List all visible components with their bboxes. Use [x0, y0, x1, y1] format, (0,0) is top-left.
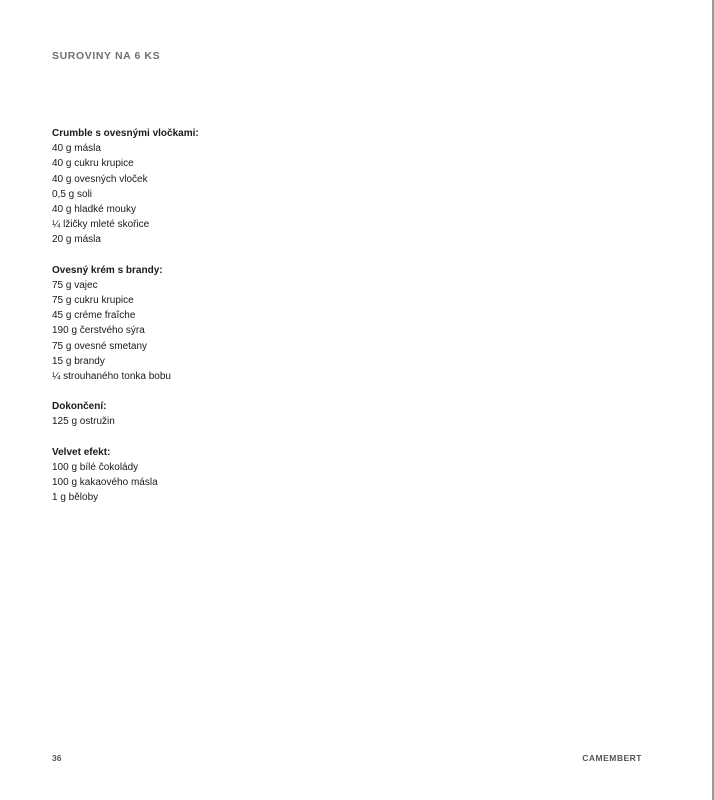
section-title: Dokončení:: [52, 401, 107, 413]
ingredient-item: 40 g cukru krupice: [52, 158, 134, 170]
section-crumble: [52, 126, 452, 248]
section-title: Ovesný krém s brandy:: [52, 264, 163, 276]
ingredient-item: 100 g kakaového másla: [52, 477, 158, 489]
ingredient-item: 190 g čerstvého sýra: [52, 325, 145, 337]
ingredient-item: 40 g másla: [52, 143, 101, 155]
section-finishing: [52, 399, 452, 429]
ingredient-item: 75 g vajec: [52, 279, 98, 291]
section-oat-cream: [52, 263, 452, 385]
ingredient-item: ¼ lžičky mleté skořice: [52, 219, 150, 231]
ingredient-item: 75 g ovesné smetany: [52, 340, 148, 352]
ingredient-item: 125 g ostružin: [52, 416, 115, 428]
ingredient-item: 75 g cukru krupice: [52, 295, 134, 307]
ingredient-item: 20 g másla: [52, 234, 101, 246]
ingredient-item: 45 g créme fraîche: [52, 310, 136, 322]
ingredients-list: [52, 126, 452, 520]
section-title: Velvet efekt:: [52, 446, 111, 458]
page-number: 36: [52, 753, 62, 763]
section-velvet-effect: [52, 445, 452, 506]
ingredient-item: 100 g bílé čokolády: [52, 461, 139, 473]
ingredients-heading: SUROVINY NA 6 KS: [52, 50, 161, 62]
ingredient-item: 0,5 g soli: [52, 188, 93, 200]
running-footer-title: CAMEMBERT: [582, 753, 642, 763]
ingredient-item: 40 g ovesných vloček: [52, 173, 148, 185]
ingredient-item: ¼ strouhaného tonka bobu: [52, 371, 171, 383]
section-title: Crumble s ovesnými vločkami:: [52, 128, 199, 139]
ingredient-item: 15 g brandy: [52, 355, 105, 367]
ingredient-item: 40 g hladké mouky: [52, 204, 136, 216]
ingredient-item: 1 g běloby: [52, 492, 99, 504]
